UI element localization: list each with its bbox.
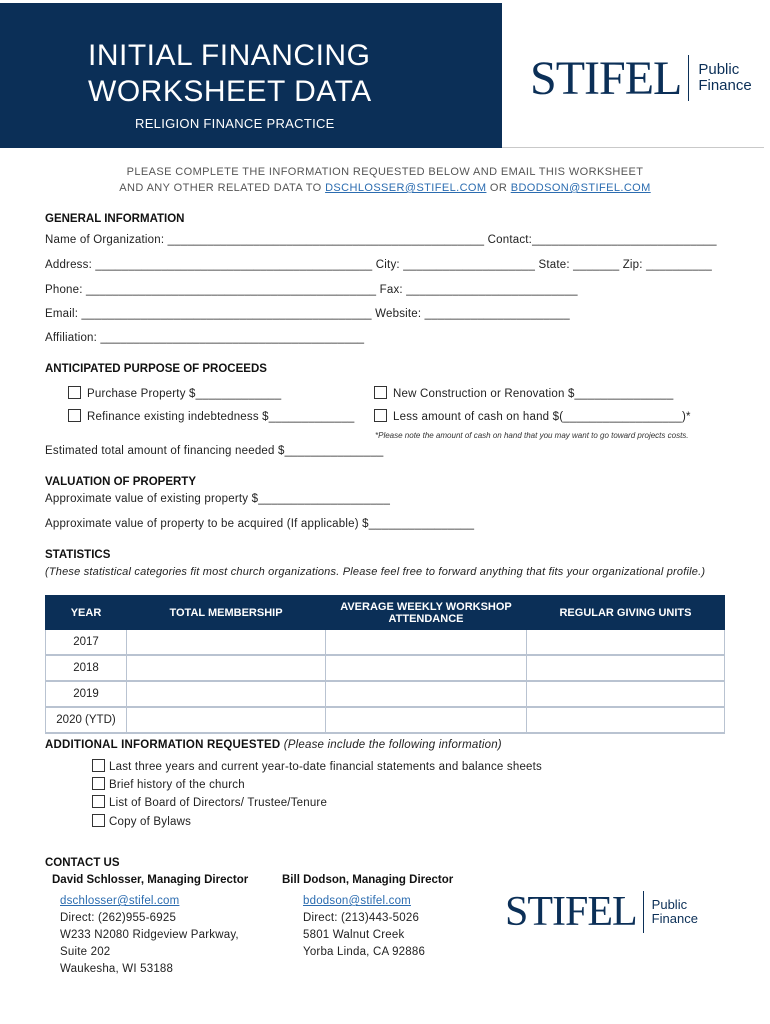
contact-name-dodson: Bill Dodson, Managing Director bbox=[282, 874, 454, 886]
attendance-cell[interactable] bbox=[326, 681, 527, 707]
checkbox[interactable] bbox=[92, 795, 105, 808]
statistics-note: (These statistical categories fit most church organizations. Please feel free to forward anything that fits your organizational profile.) bbox=[45, 566, 706, 578]
existing-value-field[interactable]: Approximate value of existing property $____________________ bbox=[45, 493, 391, 505]
intro-line-1: PLEASE COMPLETE THE INFORMATION REQUESTED BELOW AND EMAIL THIS WORKSHEET bbox=[126, 166, 644, 178]
refinance-option[interactable]: Refinance existing indebtedness $_____________ bbox=[68, 409, 355, 423]
membership-cell[interactable] bbox=[127, 707, 326, 733]
address-city-state-zip-field[interactable]: Address: __________________________________________ City: ____________________ State: _______ Zip: __________ bbox=[45, 259, 713, 271]
stifel-logo: STIFEL Public Finance bbox=[530, 51, 752, 105]
general-info-heading: GENERAL INFORMATION bbox=[45, 213, 185, 225]
contact-email-dodson[interactable]: bdodson@stifel.com bbox=[303, 895, 411, 907]
year-cell: 2017 bbox=[46, 630, 127, 656]
new-construction-option[interactable]: New Construction or Renovation $_______________ bbox=[374, 386, 673, 400]
col-header-attendance: AVERAGE WEEKLY WORKSHOP ATTENDANCE bbox=[326, 596, 527, 630]
membership-cell[interactable] bbox=[127, 630, 326, 656]
page-title: INITIAL FINANCING WORKSHEET DATA bbox=[88, 39, 372, 108]
attendance-cell[interactable] bbox=[326, 655, 527, 681]
organization-contact-field[interactable]: Name of Organization: ________________________________________________ Contact:____________________________ bbox=[45, 234, 717, 246]
phone-fax-field[interactable]: Phone: ____________________________________________ Fax: __________________________ bbox=[45, 284, 578, 296]
attendance-cell[interactable] bbox=[326, 707, 527, 733]
additional-item[interactable]: Copy of Bylaws bbox=[92, 814, 191, 828]
col-header-giving-units: REGULAR GIVING UNITS bbox=[527, 596, 725, 630]
contact-details-dodson: bdodson@stifel.com Direct: (213)443-5026 5801 Walnut Creek Yorba Linda, CA 92886 bbox=[303, 895, 426, 958]
checkbox[interactable] bbox=[68, 409, 81, 422]
checkbox[interactable] bbox=[68, 386, 81, 399]
acquired-value-field[interactable]: Approximate value of property to be acquired (If applicable) $________________ bbox=[45, 518, 475, 530]
giving-units-cell[interactable] bbox=[527, 655, 725, 681]
table-row bbox=[46, 630, 725, 656]
year-cell: 2019 bbox=[46, 681, 127, 707]
col-header-year: YEAR bbox=[46, 596, 127, 630]
affiliation-field[interactable]: Affiliation: ________________________________________ bbox=[45, 332, 365, 344]
contact-email-schlosser[interactable]: dschlosser@stifel.com bbox=[60, 895, 180, 907]
membership-cell[interactable] bbox=[127, 655, 326, 681]
col-header-membership: TOTAL MEMBERSHIP bbox=[127, 596, 326, 630]
checkbox[interactable] bbox=[92, 814, 105, 827]
table-row bbox=[46, 681, 725, 707]
additional-info-heading: ADDITIONAL INFORMATION REQUESTED (Please include the following information) bbox=[45, 739, 502, 751]
header-divider bbox=[502, 147, 764, 148]
contact-name-schlosser: David Schlosser, Managing Director bbox=[52, 874, 249, 886]
year-cell: 2020 (YTD) bbox=[46, 707, 127, 733]
checkbox[interactable] bbox=[92, 759, 105, 772]
membership-cell[interactable] bbox=[127, 681, 326, 707]
attendance-cell[interactable] bbox=[326, 630, 527, 656]
statistics-table bbox=[45, 595, 725, 734]
giving-units-cell[interactable] bbox=[527, 707, 725, 733]
table-row bbox=[46, 655, 725, 681]
checkbox[interactable] bbox=[374, 409, 387, 422]
cash-on-hand-option[interactable]: Less amount of cash on hand $(__________________)* bbox=[374, 409, 691, 423]
checkbox[interactable] bbox=[92, 777, 105, 790]
stifel-logo-footer: STIFEL Public Finance bbox=[505, 889, 698, 935]
additional-item[interactable]: List of Board of Directors/ Trustee/Tenure bbox=[92, 795, 327, 809]
giving-units-cell[interactable] bbox=[527, 630, 725, 656]
cash-on-hand-note: *Please note the amount of cash on hand that you may want to go toward projects costs. bbox=[375, 431, 689, 440]
estimated-financing-field[interactable]: Estimated total amount of financing needed $_______________ bbox=[45, 445, 384, 457]
contact-heading: CONTACT US bbox=[45, 857, 120, 869]
giving-units-cell[interactable] bbox=[527, 681, 725, 707]
statistics-heading: STATISTICS bbox=[45, 549, 111, 561]
email-link-dodson[interactable]: BDODSON@STIFEL.COM bbox=[510, 182, 651, 194]
additional-item[interactable]: Last three years and current year-to-date financial statements and balance sheets bbox=[92, 759, 542, 773]
year-cell: 2018 bbox=[46, 655, 127, 681]
purpose-heading: ANTICIPATED PURPOSE OF PROCEEDS bbox=[45, 363, 267, 375]
table-row bbox=[46, 707, 725, 733]
intro-line-2: AND ANY OTHER RELATED DATA TO DSCHLOSSER@STIFEL.COM OR BDODSON@STIFEL.COM bbox=[119, 182, 651, 194]
email-link-schlosser[interactable]: DSCHLOSSER@STIFEL.COM bbox=[325, 182, 487, 194]
purchase-property-option[interactable]: Purchase Property $_____________ bbox=[68, 386, 281, 400]
valuation-heading: VALUATION OF PROPERTY bbox=[45, 476, 196, 488]
contact-details-schlosser: dschlosser@stifel.com Direct: (262)955-6925 W233 N2080 Ridgeview Parkway, Suite 202 Waukesha, WI 53188 bbox=[60, 895, 239, 975]
email-website-field[interactable]: Email: ____________________________________________ Website: ______________________ bbox=[45, 308, 570, 320]
checkbox[interactable] bbox=[374, 386, 387, 399]
page-subtitle: RELIGION FINANCE PRACTICE bbox=[135, 116, 335, 131]
additional-item[interactable]: Brief history of the church bbox=[92, 777, 245, 791]
